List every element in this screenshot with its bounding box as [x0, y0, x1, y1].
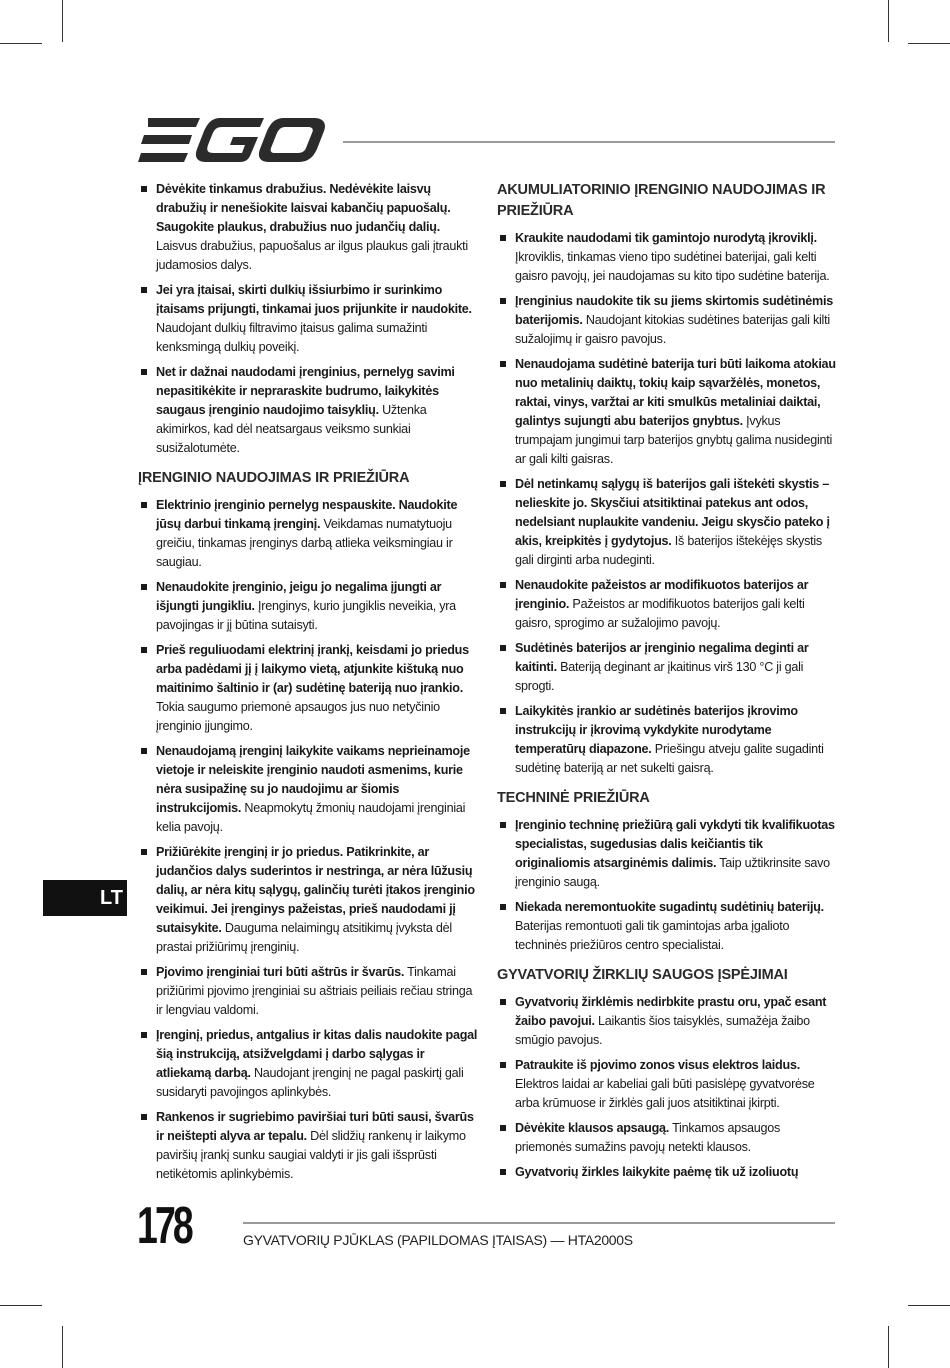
item-bold-text: Dėvėkite tinkamus drabužius. Nedėvėkite laisvų drabužių ir nenešiokite laisvai kabančių papuošalų. Saugokite plaukus, drabužius nuo judančių dalių.	[156, 182, 451, 234]
bullet-icon	[500, 298, 506, 304]
section-heading: TECHNINĖ PRIEŽIŪRA	[497, 790, 650, 806]
crop-mark	[62, 1326, 63, 1368]
item-text: Laikantis šios taisyklės, sumažėja žaibo smūgio pavojus.	[515, 1014, 810, 1047]
section-heading: ĮRENGINIO NAUDOJIMAS IR PRIEŽIŪRA	[138, 470, 410, 486]
bullet-icon	[141, 502, 147, 508]
bullet-icon	[500, 582, 506, 588]
list-item	[497, 993, 839, 1050]
item-text: Pažeistos ar modifikuotos baterijos gali kelti gaisro, sprogimo ar sužalojimo pavojų.	[515, 597, 805, 630]
list-item	[497, 355, 839, 469]
left-column	[138, 180, 478, 1190]
item-text: Tokia saugumo priemonė apsaugos jus nuo netyčinio įrenginio įjungimo.	[156, 700, 440, 733]
ego-logo	[138, 118, 326, 162]
item-bold-text: Dėvėkite klausos apsaugą.	[515, 1121, 670, 1135]
item-text: Įkroviklis, tinkamas vieno tipo sudėtinei baterijai, gali kelti gaisro pavojų, jei naudojamas su kito tipo sudėtine baterija.	[515, 250, 830, 283]
bullet-icon	[141, 369, 147, 375]
bullet-icon	[141, 1032, 147, 1038]
footer-rule	[243, 1222, 835, 1224]
list-item	[497, 816, 839, 892]
item-bold-text: Patraukite iš pjovimo zonos visus elektros laidus.	[515, 1058, 800, 1072]
item-bold-text: Rankenos ir sugriebimo paviršiai turi būti sausi, švarūs ir neištepti alyva ar tepalu.	[156, 1110, 474, 1143]
item-bold-text: Gyvatvorių žirkles laikykite paėmę tik už izoliuotų	[515, 1165, 799, 1179]
list-item	[138, 496, 478, 572]
section-list	[497, 229, 839, 778]
bullet-icon	[500, 822, 506, 828]
crop-mark	[0, 43, 42, 44]
header-rule	[343, 141, 835, 143]
bullet-icon	[141, 748, 147, 754]
right-column	[497, 180, 839, 1188]
list-item	[497, 292, 839, 349]
list-item	[497, 1056, 839, 1113]
item-text: Priešingu atveju galite sugadinti sudėtinę bateriją ar net sukelti gaisrą.	[515, 742, 824, 775]
crop-mark	[0, 1305, 42, 1306]
bullet-icon	[500, 361, 506, 367]
list-item	[497, 1119, 839, 1157]
item-bold-text: Nenaudojama sudėtinė baterija turi būti laikoma atokiau nuo metalinių daiktų, tokių kaip sąvaržėlės, monetos, raktai, vinys, varžtai ar kiti smulkūs metaliniai daiktai, galintys sujungti abu baterijos gnybtus.	[515, 357, 836, 428]
page-number: 178	[137, 1197, 191, 1255]
list-item	[497, 1163, 839, 1182]
intro-list	[138, 180, 478, 458]
bullet-icon	[141, 1114, 147, 1120]
item-bold-text: Įrenginį, priedus, antgalius ir kitas dalis naudokite pagal šią instrukciją, atsižvelgdami į darbo sąlygas ir atliekamą darbą.	[156, 1028, 478, 1080]
item-text: Bateriją deginant ar įkaitinus virš 130 °C ji gali sprogti.	[515, 660, 804, 693]
list-item	[497, 639, 839, 696]
list-item	[138, 281, 478, 357]
bullet-icon	[500, 999, 506, 1005]
item-bold-text: Jei yra įtaisai, skirti dulkių išsiurbimo ir surinkimo įtaisams prijungti, tinkamai juos prijunkite ir naudokite.	[156, 283, 472, 316]
item-text: Tinkamos apsaugos priemonės sumažins pavojų netekti klausos.	[515, 1121, 781, 1154]
section-heading: AKUMULIATORINIO ĮRENGINIO NAUDOJIMAS IR PRIEŽIŪRA	[497, 182, 826, 219]
item-bold-text: Niekada neremontuokite sugadintų sudėtinių baterijų.	[515, 900, 824, 914]
item-text: Veikdamas numatytuoju greičiu, tinkamas įrenginys darbą atlieka veiksmingiau ir saugiau.	[156, 517, 453, 569]
item-text: Taip užtikrinsite savo įrenginio saugą.	[515, 856, 830, 889]
item-text: Dėl slidžių rankenų ir laikymo paviršių įrankį sunku saugiai valdyti ir jis gali išsprūsti netikėtomis aplinkybėmis.	[156, 1129, 466, 1181]
crop-mark	[888, 1326, 889, 1368]
list-item	[497, 229, 839, 286]
footer-title: GYVATVORIŲ PJŪKLAS (PAPILDOMAS ĮTAISAS) — HTA2000S	[243, 1232, 633, 1248]
bullet-icon	[141, 647, 147, 653]
section-list	[497, 993, 839, 1182]
list-item	[497, 475, 839, 570]
crop-mark	[908, 43, 950, 44]
bullet-icon	[141, 969, 147, 975]
list-item	[138, 843, 478, 957]
item-text: Užtenka akimirkos, kad dėl neatsargaus veiksmo sunkiai susižalotumėte.	[156, 403, 427, 455]
item-text: Naudojant dulkių filtravimo įtaisus galima sumažinti kenksmingą dulkių poveikį.	[156, 321, 428, 354]
item-text: Laisvus drabužius, papuošalus ar ilgus plaukus gali įtraukti judamosios dalys.	[156, 239, 468, 272]
bullet-icon	[500, 1169, 506, 1175]
crop-mark	[908, 1305, 950, 1306]
item-text: Įvykus trumpajam jungimui tarp baterijos gnybtų galima nusideginti ar gali kilti gaisras.	[515, 414, 833, 466]
item-bold-text: Nenaudokite pažeistos ar modifikuotos baterijos ar įrenginio.	[515, 578, 809, 611]
bullet-icon	[500, 481, 506, 487]
item-text: Iš baterijos ištekėjęs skystis gali dirginti arba nudeginti.	[515, 534, 822, 567]
list-item	[497, 576, 839, 633]
section-list	[497, 816, 839, 955]
list-item	[497, 702, 839, 778]
bullet-icon	[500, 235, 506, 241]
item-text: Neapmokytų žmonių naudojami įrenginiai kelia pavojų.	[156, 801, 466, 834]
bullet-icon	[500, 708, 506, 714]
list-item	[138, 641, 478, 736]
item-bold-text: Prieš reguliuodami elektrinį įrankį, keisdami jo priedus arba padėdami jį į laikymo vietą, atjunkite kištuką nuo maitinimo šaltinio ir (ar) sudėtinę bateriją nuo įrankio.	[156, 643, 469, 695]
item-text: Naudojant kitokias sudėtines baterijas gali kilti sužalojimų ir gaisro pavojus.	[515, 313, 830, 346]
list-item	[138, 1026, 478, 1102]
list-item	[497, 898, 839, 955]
bullet-icon	[141, 287, 147, 293]
item-text: Naudojant įrenginį ne pagal paskirtį gali susidaryti pavojingos aplinkybės.	[156, 1066, 464, 1099]
item-text: Įrenginys, kurio jungiklis neveikia, yra pavojingas ir jį būtina sutaisyti.	[156, 599, 456, 632]
bullet-icon	[141, 186, 147, 192]
list-item	[138, 963, 478, 1020]
bullet-icon	[141, 584, 147, 590]
language-tab: LT	[43, 880, 127, 916]
item-bold-text: Kraukite naudodami tik gamintojo nurodytą įkroviklį.	[515, 231, 817, 245]
item-text: Elektros laidai ar kabeliai gali būti pasislėpę gyvatvorėse arba krūmuose ir žirklės gali juos atsitiktinai įkirpti.	[515, 1077, 815, 1110]
crop-mark	[62, 0, 63, 42]
list-item	[138, 363, 478, 458]
item-text: Tinkamai prižiūrimi pjovimo įrenginiai su aštriais peiliais rečiau stringa ir lengviau valdomi.	[156, 965, 473, 1017]
item-bold-text: Įrenginius naudokite tik su jiems skirtomis sudėtinėmis baterijomis.	[515, 294, 833, 327]
item-bold-text: Elektrinio įrenginio pernelyg nespauskite. Naudokite jūsų darbui tinkamą įrenginį.	[156, 498, 458, 531]
item-text: Dauguma nelaimingų atsitikimų įvyksta dėl prastai prižiūrimų įrenginių.	[156, 921, 452, 954]
bullet-icon	[500, 1062, 506, 1068]
list-item	[138, 578, 478, 635]
item-bold-text: Nenaudojamą įrenginį laikykite vaikams neprieinamoje vietoje ir neleiskite įrenginio naudoti asmenims, kurie nėra susipažinę su jo naudojimu ar šiomis instrukcijomis.	[156, 744, 470, 815]
item-bold-text: Nenaudokite įrenginio, jeigu jo negalima įjungti ar išjungti jungikliu.	[156, 580, 442, 613]
bullet-icon	[141, 849, 147, 855]
list-item	[138, 742, 478, 837]
item-bold-text: Pjovimo įrenginiai turi būti aštrūs ir švarūs.	[156, 965, 405, 979]
bullet-icon	[500, 904, 506, 910]
item-text: Baterijas remontuoti gali tik gamintojas arba įgalioto techninės priežiūros centro specialistai.	[515, 919, 790, 952]
item-bold-text: Gyvatvorių žirklėmis nedirbkite prastu oru, ypač esant žaibo pavojui.	[515, 995, 827, 1028]
item-bold-text: Įrenginio techninę priežiūrą gali vykdyti tik kvalifikuotas specialistas, sugedusias dalis keičiantis tik originaliomis atsarginėmis dalimis.	[515, 818, 835, 870]
item-bold-text: Prižiūrėkite įrenginį ir jo priedus. Patikrinkite, ar judančios dalys suderintos ir nestringa, ar nėra lūžusių dalių, ar nėra kitų sąlygų, galinčių turėti įtakos įrenginio veikimui. Jei įrenginys pažeistas, prieš naudodami jį sutaisykite.	[156, 845, 475, 935]
item-bold-text: Dėl netinkamų sąlygų iš baterijos gali ištekėti skystis – nelieskite jo. Skysčiui atsitiktinai patekus ant odos, nedelsiant nuplaukite vandeniu. Jeigu skysčio pateko į akis, kreipkitės į gydytojus.	[515, 477, 830, 548]
item-bold-text: Net ir dažnai naudodami įrenginius, pernelyg savimi nepasitikėkite ir nepraraskite budrumo, laikykitės saugaus įrenginio naudojimo taisyklių.	[156, 365, 455, 417]
item-bold-text: Sudėtinės baterijos ar įrenginio negalima deginti ar kaitinti.	[515, 641, 809, 674]
bullet-icon	[500, 1125, 506, 1131]
crop-mark	[888, 0, 889, 42]
list-item	[138, 1108, 478, 1184]
section-heading: GYVATVORIŲ ŽIRKLIŲ SAUGOS ĮSPĖJIMAI	[497, 967, 788, 983]
item-bold-text: Laikykitės įrankio ar sudėtinės baterijos įkrovimo instrukcijų ir įkrovimą vykdykite nurodytame temperatūrų diapazone.	[515, 704, 798, 756]
section-list	[138, 496, 478, 1184]
list-item	[138, 180, 478, 275]
bullet-icon	[500, 645, 506, 651]
